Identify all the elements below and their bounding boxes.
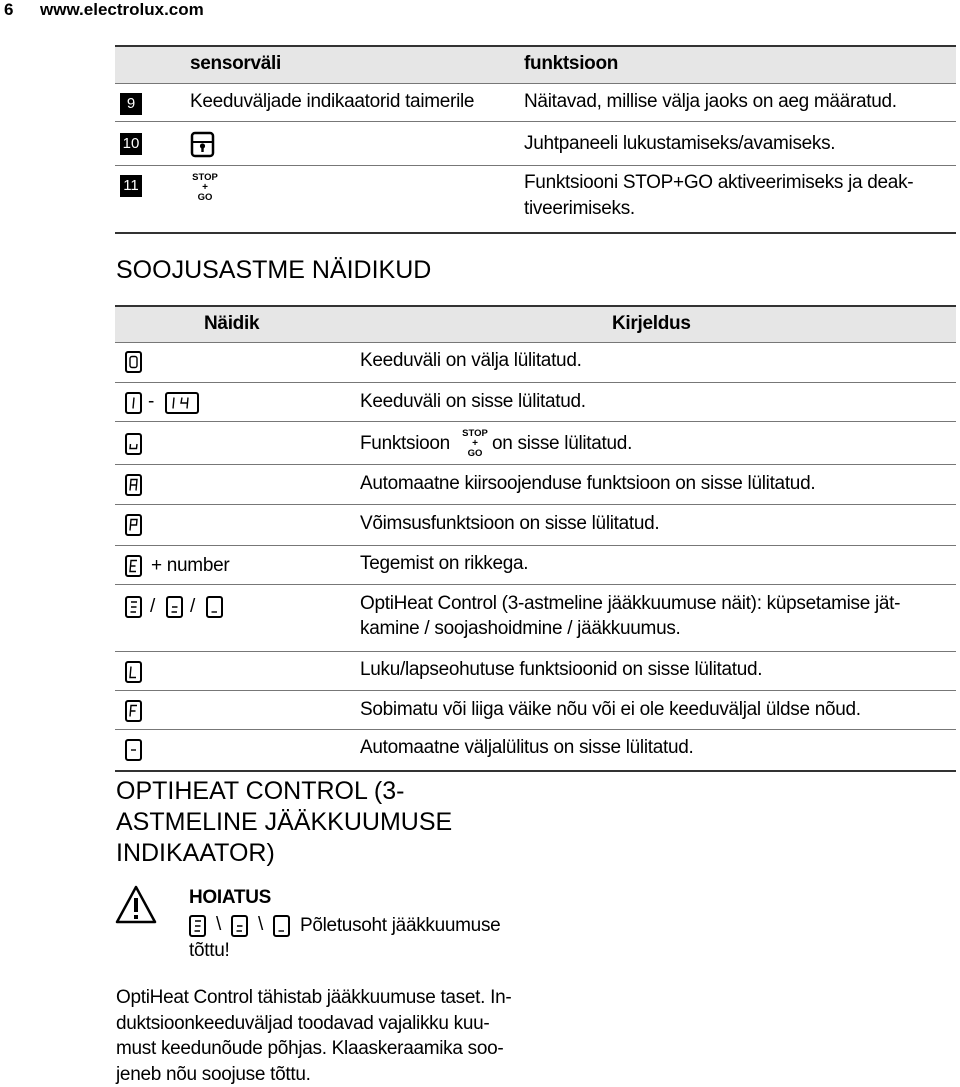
row-number-badge: 10 — [120, 133, 142, 155]
stop-go-line1: STOP — [462, 428, 488, 439]
display-digit-icon — [125, 596, 142, 618]
display-digit-icon — [125, 661, 142, 683]
description-text: Automaatne kiirsoojenduse funktsioon on sisse lülitatud. — [360, 471, 815, 497]
stop-go-icon — [458, 427, 492, 461]
stop-go-line3: GO — [198, 192, 213, 203]
display-separator: / — [190, 594, 195, 620]
function-text: Näitavad, millise välja jaoks on aeg määratud. — [524, 89, 897, 115]
stop-go-line1: STOP — [192, 172, 218, 183]
page-number: 6 — [4, 0, 13, 20]
description-text-post: on sisse lülitatud. — [492, 431, 632, 457]
display-suffix: + number — [151, 553, 229, 579]
stop-go-line2: + — [202, 182, 208, 193]
display-digit-icon — [165, 392, 199, 414]
display-digit-icon — [125, 351, 142, 373]
section-title-line: ASTMELINE JÄÄKKUUMUSE — [116, 807, 452, 838]
display-separator: / — [150, 594, 155, 620]
description-text-pre: Funktsioon — [360, 431, 450, 457]
description-text: Keeduväli on välja lülitatud. — [360, 348, 582, 374]
stop-go-line2: + — [472, 438, 478, 449]
description-text: Keeduväli on sisse lülitatud. — [360, 389, 586, 415]
row-number-badge: 11 — [120, 175, 142, 197]
info-paragraph — [116, 985, 511, 1087]
table2-header-display: Näidik — [204, 313, 259, 335]
description-text: Sobimatu või liiga väike nõu või ei ole keeduväljal üldse nõud. — [360, 697, 861, 723]
table2-header-description: Kirjeldus — [612, 313, 691, 335]
display-digit-icon — [125, 555, 142, 577]
paragraph-line: jeneb nõu soojuse tõttu. — [116, 1062, 511, 1087]
function-text-line1: Funktsiooni STOP+GO aktiveerimiseks ja deak- — [524, 170, 913, 196]
warning-separator: \ — [258, 912, 263, 938]
description-text-line2: kamine / soojashoidmine / jääkkuumus. — [360, 616, 681, 642]
lock-icon — [190, 131, 216, 159]
display-digit-icon — [125, 514, 142, 536]
warning-title: HOIATUS — [189, 887, 271, 909]
display-digit-icon — [231, 915, 248, 937]
description-text-line1: OptiHeat Control (3-astmeline jääkkuumuse näit): küpsetamise jät- — [360, 591, 900, 617]
stop-go-line3: GO — [468, 448, 483, 459]
description-text: Võimsusfunktsioon on sisse lülitatud. — [360, 511, 659, 537]
warning-separator: \ — [216, 912, 221, 938]
section-title-optiheat — [116, 776, 452, 869]
row-number-badge: 9 — [120, 93, 142, 115]
warning-icon — [114, 884, 158, 926]
description-text: Tegemist on rikkega. — [360, 551, 528, 577]
warning-text-line2: tõttu! — [189, 938, 229, 964]
paragraph-line: OptiHeat Control tähistab jääkkuumuse taset. In- — [116, 985, 511, 1011]
display-digit-icon — [166, 596, 183, 618]
display-digit-icon — [125, 700, 142, 722]
display-digit-icon — [125, 739, 142, 761]
section-title-line: INDIKAATOR) — [116, 838, 452, 869]
paragraph-line: must keedunõude põhjas. Klaaskeraamika soo- — [116, 1036, 511, 1062]
section-title-heat-indicators: SOOJUSASTME NÄIDIKUD — [116, 255, 431, 286]
description-text: Luku/lapseohutuse funktsioonid on sisse lülitatud. — [360, 657, 762, 683]
function-text-line2: tiveerimiseks. — [524, 196, 635, 222]
site-url[interactable]: www.electrolux.com — [40, 0, 204, 20]
display-digit-icon — [125, 433, 142, 455]
paragraph-line: duktsioonkeeduväljad toodavad vajalikku kuu- — [116, 1011, 511, 1037]
description-text: Automaatne väljalülitus on sisse lülitatud. — [360, 735, 694, 761]
display-digit-icon — [125, 392, 142, 414]
display-digit-icon — [125, 474, 142, 496]
display-digit-icon — [273, 915, 290, 937]
display-digit-icon — [189, 915, 206, 937]
range-separator: - — [148, 389, 154, 415]
table1-header-function: funktsioon — [524, 53, 618, 75]
table1-header-sensor: sensorväli — [190, 53, 281, 75]
warning-text: Põletusoht jääkkuumuse — [300, 913, 500, 939]
section-title-line: OPTIHEAT CONTROL (3- — [116, 776, 452, 807]
stop-go-icon — [188, 171, 222, 205]
function-text: Juhtpaneeli lukustamiseks/avamiseks. — [524, 131, 835, 157]
display-digit-icon — [206, 596, 223, 618]
sensor-label: Keeduväljade indikaatorid taimerile — [190, 89, 474, 115]
